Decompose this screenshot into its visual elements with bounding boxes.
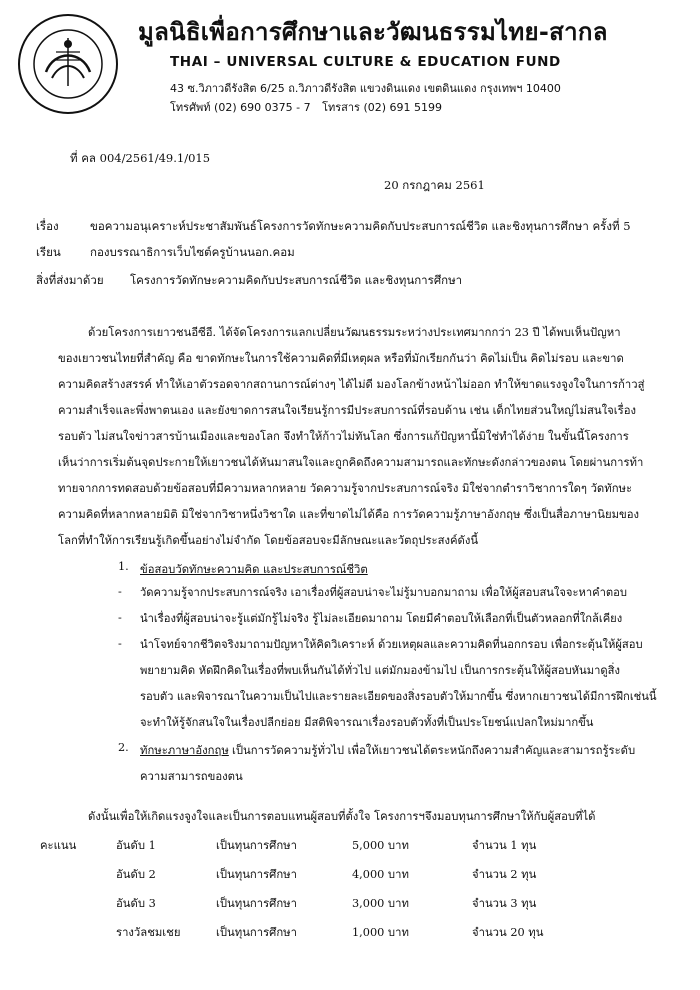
paragraph-line: ความสำเร็จและพึ่งพาตนเอง และยังขาดการสนใจเรียนรู้การมีประสบการณ์ที่รอบด้าน เช่น เด็กไทยส่วนใหญ่ไม่สนใจเรื่อง xyxy=(58,404,637,417)
paragraph-line: ความคิดที่หลากหลายมิติ มิใช่จากวิชาหนึ่งวิชาใด และที่ขาดไม่ได้คือ การวัดความรู้ภาษาอังกฤษ ซึ่งเป็นสื่อภาษานิยมของ xyxy=(58,508,640,521)
paragraph-line: ทายจากการทดสอบด้วยข้อสอบที่มีความหลากหลาย วัดความรู้จากประสบการณ์จริง มิใช่จากตำราวิชาการใดๆ วัดทักษะ xyxy=(58,482,633,495)
award-amount: 1,000 บาท xyxy=(352,925,409,939)
paragraph-line: ความคิดสร้างสรรค์ ทำให้เอาตัวรอดจากสถานการณ์ต่างๆ ได้ไม่ดี มองโลกข้างหน้าไม่ออก ทำให้ขาดแรงจูงใจในการก้าวสู่ xyxy=(58,378,645,391)
award-amount: 5,000 บาท xyxy=(352,838,409,852)
closing-paragraph: ดังนั้นเพื่อให้เกิดแรงจูงใจและเป็นการตอบแทนผู้สอบที่ตั้งใจ โครงการฯจึงมอบทุนการศึกษาให้กับผู้สอบที่ได้ xyxy=(88,810,596,823)
award-count: จำนวน 1 ทุน xyxy=(472,838,537,852)
subject-text: ขอความอนุเคราะห์ประชาสัมพันธ์โครงการวัดทักษะความคิดกับประสบการณ์ชีวิต และชิงทุนการศึกษา ครั้งที่ 5 xyxy=(90,219,631,233)
paragraph-line: โลกที่ทำให้การเรียนรู้เกิดขึ้นอย่างไม่จำกัด โดยข้อสอบจะมีลักษณะและวัตถุประสงค์ดังนี้ xyxy=(58,534,479,547)
foundation-logo xyxy=(16,12,120,116)
section-2-number: 2. xyxy=(118,741,129,754)
paragraph-line: ด้วยโครงการเยาวชนอีซีอี. ได้จัดโครงการแลกเปลี่ยนวัฒนธรรมระหว่างประเทศมากกว่า 23 ปี ได้พบเห็นปัญหา xyxy=(88,326,621,339)
bullet-dash: - xyxy=(118,611,122,624)
table-row xyxy=(40,859,543,888)
table-row xyxy=(40,830,543,859)
table-row xyxy=(40,917,543,946)
section-2-text-line: เป็นการวัดความรู้ทั่วไป เพื่อให้เยาวชนได้ตระหนักถึงความสำคัญและสามารถรู้ระดับ xyxy=(232,744,636,757)
section-1-bullet-1 xyxy=(140,580,700,606)
section-1-bullet-3 xyxy=(140,632,700,736)
bullet-line: รอบตัว และพิจารณาในความเป็นไปและรายละเอียดของสิ่งรอบตัวให้มากขึ้น ซึ่งหากเยาวชนได้มีการฝึกเช่นนี้ xyxy=(140,690,657,703)
foundation-name-english: THAI – UNIVERSAL CULTURE & EDUCATION FUND xyxy=(170,54,561,70)
award-description: เป็นทุนการศึกษา xyxy=(216,867,297,881)
fax-number: โทรสาร (02) 691 5199 xyxy=(322,101,443,114)
reference-number: ที่ คล 004/2561/49.1/015 xyxy=(70,151,211,165)
award-description: เป็นทุนการศึกษา xyxy=(216,838,297,852)
section-2-text-line: ความสามารถของตน xyxy=(140,770,243,783)
intro-paragraph xyxy=(58,320,668,554)
contact-line xyxy=(170,98,442,116)
paragraph-line: เห็นว่าการเริ่มต้นจุดประกายให้เยาวชนได้หันมาสนใจและถูกคิดถึงความสามารถและทักษะดังกล่าวของตน โดยผ่านการท้า xyxy=(58,456,644,469)
bullet-line: พยายามคิด หัดฝึกคิดในเรื่องที่พบเห็นกันได้ทั่วไป แต่มักมองข้ามไป เป็นการกระตุ้นให้ผู้สอบหันมาดูสิ่ง xyxy=(140,664,620,677)
award-rank: รางวัลชมเชย xyxy=(116,925,181,939)
foundation-name-thai: มูลนิธิเพื่อการศึกษาและวัฒนธรรมไทย-สากล xyxy=(138,18,608,46)
award-description: เป็นทุนการศึกษา xyxy=(216,896,297,910)
award-table xyxy=(40,830,543,946)
bullet-line: นำเรื่องที่ผู้สอบน่าจะรู้แต่มักรู้ไม่จริง รู้ไม่ละเอียดมาถาม โดยมีคำตอบให้เลือกที่เป็นตัวหลอกที่ใกล้เคียง xyxy=(140,612,623,625)
foundation-address: 43 ซ.วิภาวดีรังสิต 6/25 ถ.วิภาวดีรังสิต แขวงดินแดง เขตดินแดง กรุงเทพฯ 10400 xyxy=(170,82,561,95)
award-count: จำนวน 2 ทุน xyxy=(472,867,537,881)
award-rank: อันดับ 3 xyxy=(116,896,156,910)
section-2-title: ทักษะภาษาอังกฤษ xyxy=(140,744,229,757)
bullet-dash: - xyxy=(118,637,122,650)
award-lead: คะแนน xyxy=(40,838,77,852)
letter-date: 20 กรกฎาคม 2561 xyxy=(384,178,485,192)
award-amount: 4,000 บาท xyxy=(352,867,409,881)
attachment-text: โครงการวัดทักษะความคิดกับประสบการณ์ชีวิต และชิงทุนการศึกษา xyxy=(130,273,463,287)
recipient-label: เรียน xyxy=(36,245,61,259)
phone-number: โทรศัพท์ (02) 690 0375 - 7 xyxy=(170,101,311,114)
award-count: จำนวน 20 ทุน xyxy=(472,925,544,939)
paragraph-line: ของเยาวชนไทยที่สำคัญ คือ ขาดทักษะในการใช้ความคิดที่มีเหตุผล หรือที่มักเรียกกันว่า คิดไม่เป็น คิดไม่รอบ และขาด xyxy=(58,352,624,365)
table-row xyxy=(40,888,543,917)
section-1-bullet-2 xyxy=(140,606,700,632)
bullet-line: นำโจทย์จากชีวิตจริงมาถามปัญหาให้คิดวิเคราะห์ ด้วยเหตุผลและความคิดที่นอกกรอบ เพื่อกระตุ้นให้ผู้สอบ xyxy=(140,638,643,651)
award-rank: อันดับ 1 xyxy=(116,838,156,852)
recipient-text: กองบรรณาธิการเว็บไซต์ครูบ้านนอก.คอม xyxy=(90,245,295,259)
award-description: เป็นทุนการศึกษา xyxy=(216,925,297,939)
bullet-line: วัดความรู้จากประสบการณ์จริง เอาเรื่องที่ผู้สอบน่าจะไม่รู้มาบอกมาถาม เพื่อให้ผู้สอบสนใจจะหาคำตอบ xyxy=(140,586,628,599)
award-count: จำนวน 3 ทุน xyxy=(472,896,537,910)
award-rank: อันดับ 2 xyxy=(116,867,156,881)
section-1-number: 1. xyxy=(118,560,129,573)
paragraph-line: รอบตัว ไม่สนใจข่าวสารบ้านเมืองและของโลก จึงทำให้ก้าวไม่ทันโลก ซึ่งการแก้ปัญหานี้มิใช่ทำได้ง่าย ในขั้นนี้โครงการ xyxy=(58,430,629,443)
bullet-dash: - xyxy=(118,585,122,598)
award-amount: 3,000 บาท xyxy=(352,896,409,910)
section-1-title: ข้อสอบวัดทักษะความคิด และประสบการณ์ชีวิต xyxy=(140,563,368,576)
bullet-line: จะทำให้รู้จักสนใจในเรื่องปลีกย่อย มีสติพิจารณาเรื่องรอบตัวทั้งที่เป็นประโยชน์แปลกใหม่มากขึ้น xyxy=(140,716,594,729)
subject-label: เรื่อง xyxy=(36,219,59,233)
attachment-label: สิ่งที่ส่งมาด้วย xyxy=(36,273,104,287)
